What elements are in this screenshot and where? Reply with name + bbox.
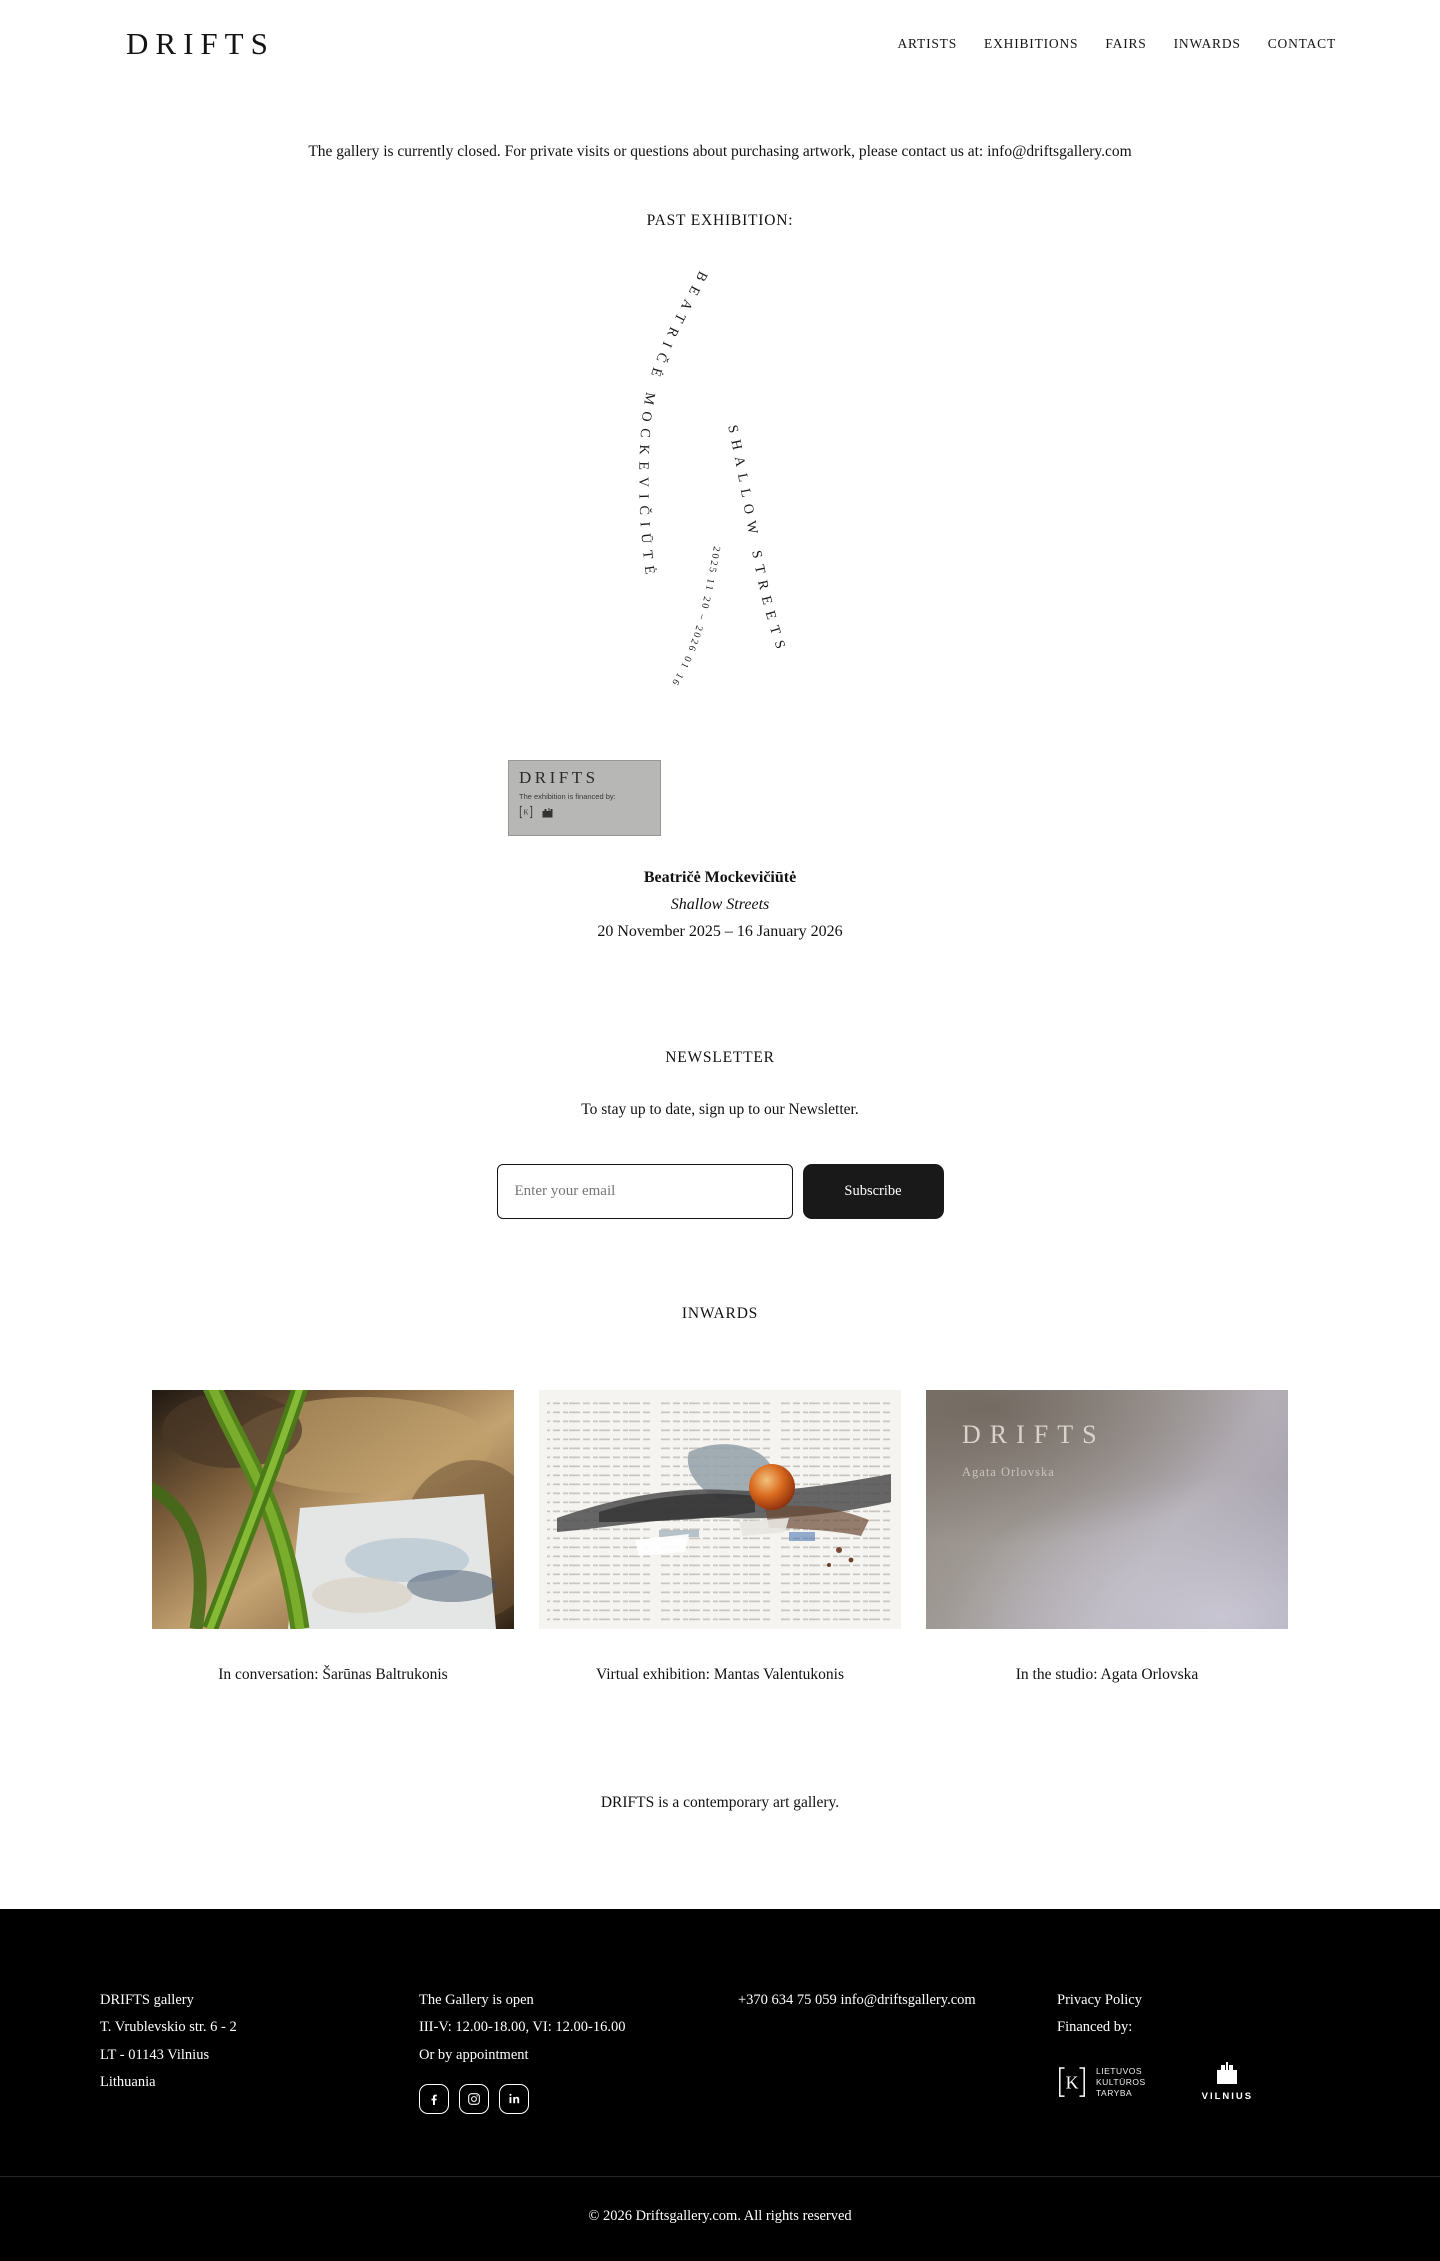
footer-columns (0, 1987, 1440, 2114)
exhibition-dates: 20 November 2025 – 16 January 2026 (597, 923, 843, 940)
card-valentukonis-image[interactable] (539, 1390, 901, 1629)
footer-hours-title: The Gallery is open (419, 1992, 534, 2008)
newsletter-form (0, 1164, 1440, 1219)
main-nav (897, 36, 1336, 52)
card-valentukonis-caption: Virtual exhibition: Mantas Valentukonis (595, 1666, 845, 1683)
financed-by-label: Financed by: (1057, 2019, 1133, 2036)
card-orlovska-image[interactable] (926, 1390, 1288, 1629)
financed-box-logos (519, 805, 650, 819)
footer-hours (419, 1987, 738, 2114)
card-orlovska[interactable] (926, 1390, 1288, 1684)
newsletter-heading: NEWSLETTER (665, 1049, 775, 1066)
nav-inwards[interactable]: INWARDS (1173, 36, 1241, 51)
header (0, 0, 1440, 88)
footer-address (100, 1987, 419, 2114)
poster-curved-text (500, 258, 940, 770)
vilnius-mini-icon (541, 806, 554, 819)
financed-by-box (508, 760, 661, 836)
footer (0, 1909, 1440, 2261)
footer-email[interactable]: info@driftsgallery.com (840, 1992, 976, 2008)
nav-fairs[interactable]: FAIRS (1105, 36, 1147, 51)
nav-artists[interactable]: ARTISTS (897, 36, 958, 51)
footer-country: Lithuania (100, 2073, 156, 2090)
newsletter-section (0, 1049, 1440, 1219)
exhibition-artist: Beatričė Mockevičiūtė (643, 869, 797, 886)
inwards-heading: INWARDS (681, 1305, 759, 1322)
lkt-bracket-k-icon (1057, 2065, 1087, 2099)
card-orlovska-overlay-title: DRIFTS (962, 1420, 1106, 1449)
vilnius-castle-icon (1212, 2060, 1242, 2085)
footer-hours-appointment: Or by appointment (419, 2046, 529, 2063)
logo[interactable]: DRIFTS (126, 26, 275, 61)
poster-artist-text: BEATRIČĖ MOCKEVIČIŪTĖ (635, 268, 710, 583)
lkt-logo (1057, 2065, 1146, 2099)
footer-legal (1057, 1987, 1253, 2114)
card-baltrukonis[interactable] (152, 1390, 514, 1684)
privacy-policy-link[interactable]: Privacy Policy (1057, 1992, 1142, 2008)
svg-text:K: K (523, 808, 529, 817)
footer-gallery-name: DRIFTS gallery (100, 1992, 194, 2008)
gallery-closed-notice: The gallery is currently closed. For private visits or questions about purchasing artwork, please contact us at: info@driftsgallery.com (308, 143, 1132, 160)
card-orlovska-overlay-subtitle: Agata Orlovska (962, 1465, 1055, 1479)
nav-contact[interactable]: CONTACT (1267, 36, 1336, 51)
svg-text:K: K (1065, 2072, 1079, 2093)
footer-street: T. Vrublevskio str. 6 - 2 (100, 2019, 237, 2036)
inwards-section (0, 1305, 1440, 1684)
financed-box-text: The exhibition is financed by: (519, 792, 616, 801)
email-input[interactable] (497, 1164, 793, 1219)
vilnius-logo (1202, 2060, 1253, 2106)
card-baltrukonis-image[interactable] (152, 1390, 514, 1629)
lkt-text: LIETUVOS KULTŪROS TARYBA (1096, 2065, 1146, 2098)
social-links (419, 2084, 738, 2114)
financed-box-logo: DRIFTS (519, 768, 599, 787)
copyright-bar: © 2026 Driftsgallery.com. All rights reserved (0, 2176, 1440, 2261)
facebook-icon[interactable] (419, 2084, 449, 2114)
digital-collage-artwork (539, 1390, 901, 1629)
instagram-icon[interactable] (459, 2084, 489, 2114)
footer-hours-times: III-V: 12.00-18.00, VI: 12.00-16.00 (419, 2019, 626, 2036)
past-exhibition-section (0, 212, 1440, 941)
poster-dates-text: 2025 11 20 – 2026 01 16 (668, 545, 722, 689)
vilnius-text: VILNIUS (1201, 2090, 1254, 2102)
poster-title-text: SHALLOW STREETS (724, 423, 790, 658)
card-baltrukonis-caption: In conversation: Šarūnas Baltrukonis (218, 1666, 448, 1683)
linkedin-icon[interactable] (499, 2084, 529, 2114)
exhibition-caption (0, 869, 1440, 941)
past-exhibition-heading: PAST EXHIBITION: (646, 212, 794, 229)
financed-logos (1057, 2060, 1253, 2106)
exhibition-poster[interactable] (500, 258, 940, 843)
nav-exhibitions[interactable]: EXHIBITIONS (984, 36, 1079, 51)
footer-phone[interactable]: +370 634 75 059 (738, 1992, 837, 2008)
inwards-cards (0, 1390, 1440, 1684)
card-orlovska-caption: In the studio: Agata Orlovska (1015, 1666, 1199, 1683)
newsletter-subtext: To stay up to date, sign up to our Newsletter. (581, 1101, 859, 1118)
footer-city: LT - 01143 Vilnius (100, 2046, 210, 2063)
lkt-mini-icon (519, 805, 533, 819)
subscribe-button[interactable]: Subscribe (803, 1164, 944, 1219)
exhibition-title: Shallow Streets (670, 896, 770, 913)
card-orlovska-overlay (962, 1420, 1106, 1480)
gallery-tagline: DRIFTS is a contemporary art gallery. (600, 1794, 840, 1811)
painting-artwork (152, 1390, 514, 1629)
footer-contact (738, 1987, 1057, 2114)
card-valentukonis[interactable] (539, 1390, 901, 1684)
